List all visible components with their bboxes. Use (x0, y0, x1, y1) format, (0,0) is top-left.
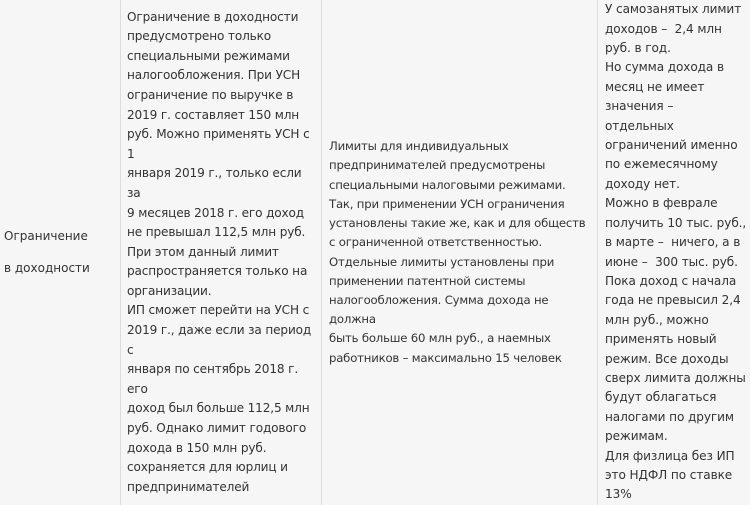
criterion-label-line2: в доходности (4, 260, 90, 275)
company-limits-paragraph-1: Ограничение в доходности предусмотрено только специальными режимами налогообложения. При УСН ограничение по выручке в 2019 г. составляет 150 млн руб. Можно применять УСН с 1 января 2019 г., только если за 9 месяцев 2018 г. его доход не превышал 112,5 млн руб. При этом данный лимит распространяется только на организации. (127, 9, 310, 298)
entrepreneur-limits-cell (322, 0, 598, 505)
self-employed-paragraph-2: Но сумма дохода в месяц не имеет значения – отдельных ограничений именно по ежемесячному доходу нет. (605, 60, 738, 191)
self-employed-paragraph-5: Для физлица без ИП это НДФЛ по ставке 13% (605, 448, 735, 502)
company-limits-paragraph-2: ИП сможет перейти на УСН с 2019 г., даже если за период с января по сентябрь 2018 г. его доход был больше 112,5 млн руб. Однако лимит годового дохода в 150 млн руб. сохраняется для юрлиц и предпринимателей (127, 303, 312, 494)
self-employed-paragraph-1: У самозанятых лимит доходов – 2,4 млн руб. в год. (605, 2, 742, 56)
company-limits-cell (121, 0, 322, 505)
criterion-cell (0, 0, 121, 505)
entrepreneur-limits-paragraph-1: Лимиты для индивидуальных предпринимателей предусмотрены специальными налоговыми режимами. Так, при применении УСН ограничения установлены такие же, как и для обществ с ограниченной ответственностью. (329, 139, 586, 250)
self-employed-paragraph-3: Можно в феврале получить 10 тыс. руб., в марте – ничего, а в июне – 300 тыс. руб. (605, 196, 747, 269)
entrepreneur-limits-paragraph-2: Отдельные лимиты установлены при применении патентной системы налогообложения. Сумма дохода не должна быть больше 60 млн руб., а наемных работников – максимально 15 человек (329, 254, 562, 365)
criterion-label-line1: Ограничение (4, 229, 88, 243)
self-employed-paragraph-4: Пока доход с начала года не превысил 2,4 млн руб., можно применять новый режим. Все доходы сверх лимита должны будут облагаться налогами по другим режимам. (605, 273, 746, 444)
self-employed-limits-cell (598, 0, 750, 505)
